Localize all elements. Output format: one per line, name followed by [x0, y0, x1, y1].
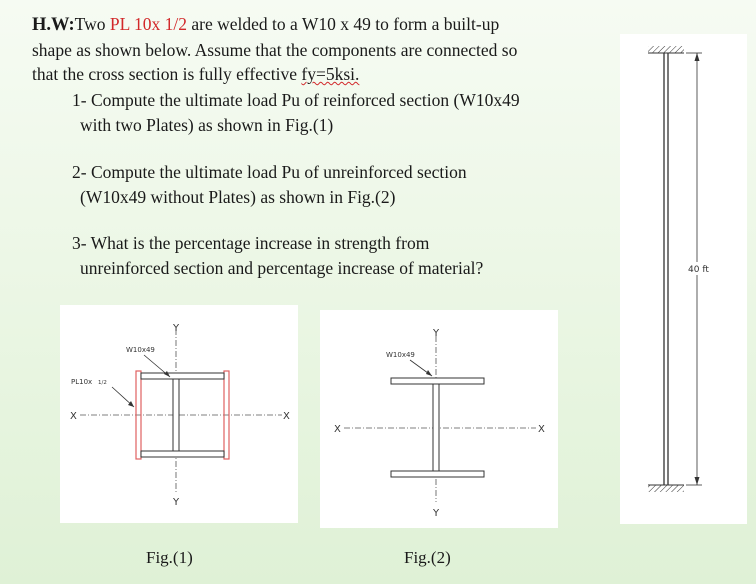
- hw-label: H.W:: [32, 15, 75, 35]
- bottom-support-hatch: [648, 485, 684, 492]
- fig2-section-label: W10x49: [386, 351, 415, 359]
- fig2-bottom-flange: [391, 471, 484, 477]
- fig1-x-right-label: X: [283, 411, 290, 422]
- fig1-plate-fraction: 1/2: [98, 380, 107, 386]
- fig2-y-bottom-label: Y: [433, 508, 440, 519]
- problem-line-2: shape as shown below. Assume that the components are connected so: [32, 40, 518, 60]
- problem-text-3a: that the cross section is fully effective: [32, 64, 302, 84]
- question-1-line-1: 1- Compute the ultimate load Pu of reinforced section (W10x49: [72, 90, 520, 110]
- fig2-x-left-label: X: [334, 424, 341, 435]
- fig2-y-top-label: Y: [433, 328, 440, 339]
- fy-value: fy=5ksi.: [301, 64, 360, 84]
- problem-line-3: [32, 64, 359, 85]
- problem-text-1a: Two: [74, 14, 110, 34]
- dim-arrow-bottom: [695, 477, 700, 485]
- fig1-x-left-label: X: [70, 411, 77, 422]
- question-2-line-2: (W10x49 without Plates) as shown in Fig.(2): [80, 187, 396, 207]
- fig1-section-label: W10x49: [126, 346, 155, 354]
- problem-text-1b: are welded to a W10 x 49 to form a built-up: [187, 14, 500, 34]
- figure-2-caption: Fig.(2): [404, 548, 451, 567]
- fig1-y-top-label: Y: [173, 323, 180, 334]
- column-panel: [620, 34, 747, 524]
- plate-spec: PL 10x 1/2: [109, 14, 188, 34]
- top-support-hatch: [648, 46, 684, 53]
- question-2-line-1: 2- Compute the ultimate load Pu of unreinforced section: [72, 162, 467, 182]
- fig1-web: [173, 379, 179, 451]
- fig2-top-flange: [391, 378, 484, 384]
- column-drawing: [620, 34, 747, 524]
- figure-1-drawing: [60, 305, 298, 523]
- fig2-x-right-label: X: [538, 424, 545, 435]
- fig1-y-bottom-label: Y: [173, 497, 180, 508]
- column-length-label: 40 ft: [688, 265, 709, 275]
- figure-2-drawing: [320, 310, 558, 528]
- question-3-line-1: 3- What is the percentage increase in strength from: [72, 233, 430, 253]
- figure-1-panel: [60, 305, 298, 523]
- question-3-line-2: unreinforced section and percentage increase of material?: [80, 258, 484, 278]
- fig1-bottom-flange: [141, 451, 224, 457]
- dim-arrow-top: [695, 53, 700, 61]
- figure-1-caption: Fig.(1): [146, 548, 193, 567]
- fig1-plate-label: PL10x: [71, 378, 93, 386]
- question-1-line-2: with two Plates) as shown in Fig.(1): [80, 115, 334, 135]
- problem-line-1: [32, 14, 499, 36]
- figure-2-panel: [320, 310, 558, 528]
- fig1-top-flange: [141, 373, 224, 379]
- fig2-web: [433, 384, 439, 471]
